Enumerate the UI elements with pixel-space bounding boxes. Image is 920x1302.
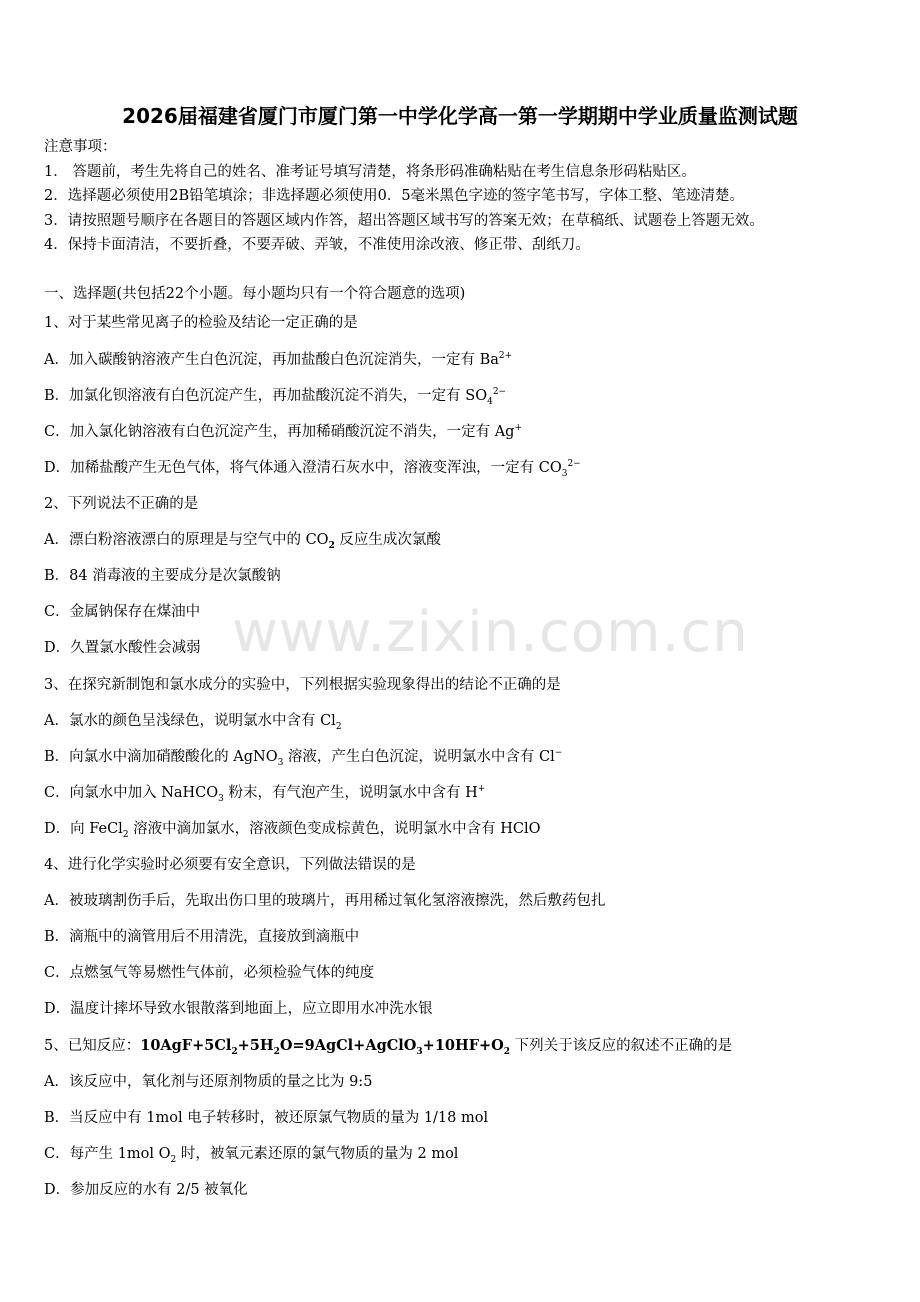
notice-item-1: 1． 答题前，考生先将自己的姓名、准考证号填写清楚，将条形码准确粘贴在考生信息条形码粘贴区。 [44,164,696,180]
question-5-option-a: A．该反应中，氧化剂与还原剂物质的量之比为 9:5 [44,1074,373,1090]
option-text: 粉末，有气泡产生，说明氯水中含有 H [223,785,478,801]
question-4-option-a: A．被玻璃割伤手后，先取出伤口里的玻璃片，再用稀过氧化氢溶液擦洗，然后敷药包扎 [44,893,606,909]
notice-item-2: 2．选择题必须使用2B铅笔填涂；非选择题必须使用0．5毫米黑色字迹的签字笔书写，字体工整、笔迹清楚。 [44,188,745,204]
subscript: 2 [328,540,335,551]
question-3-option-d [44,820,541,838]
question-1-option-d [44,459,581,477]
question-3-option-b [44,748,562,766]
option-text: 反应生成次氯酸 [334,532,441,548]
subscript: 2 [273,1046,280,1057]
subscript: 2 [503,1046,511,1057]
question-5-option-b: B．当反应中有 1mol 电子转移时，被还原氯气物质的量为 1/18 mol [44,1110,489,1126]
question-2-option-c: C．金属钠保存在煤油中 [44,604,201,620]
option-text: A．氯水的颜色呈浅绿色，说明氯水中含有 Cl [44,713,336,729]
question-1-option-c [44,423,522,441]
subscript: 2 [335,721,342,732]
superscript: + [514,423,523,434]
option-text: 溶液中滴加氯水，溶液颜色变成棕黄色，说明氯水中含有 HClO [128,821,541,837]
question-3-option-a [44,712,342,730]
subscript: 3 [277,757,284,768]
question-2-option-d: D．久置氯水酸性会减弱 [44,640,201,656]
notice-item-4: 4．保持卡面清洁，不要折叠，不要弄破、弄皱，不准使用涂改液、修正带、刮纸刀。 [44,237,590,253]
subscript: 3 [561,468,568,479]
notice-item-3: 3．请按照题号顺序在各题目的答题区域内作答，超出答题区域书写的答案无效；在草稿纸、试题卷上答题无效。 [44,213,764,229]
option-text: D．加稀盐酸产生无色气体，将气体通入澄清石灰水中，溶液变浑浊，一定有 CO [44,460,562,476]
option-text: C．加入氯化钠溶液有白色沉淀产生，再加稀硝酸沉淀不消失，一定有 Ag [44,424,515,440]
option-text: 时，被氧元素还原的氯气物质的量为 2 mol [176,1146,459,1162]
question-3-option-c [44,784,485,802]
question-4-option-d: D．温度计摔坏导致水银散落到地面上，应立即用水冲洗水银 [44,1001,433,1017]
question-4-option-c: C．点燃氢气等易燃性气体前，必须检验气体的纯度 [44,965,375,981]
watermark: www.zixin.com.cn [232,600,749,665]
notice-heading: 注意事项： [44,139,117,155]
option-text: C．向氯水中加入 NaHCO [44,785,219,801]
superscript: 2+ [498,351,513,362]
section-heading: 一、选择题(共包括22个小题。每小题均只有一个符合题意的选项) [44,286,466,302]
question-1-option-a [44,351,512,369]
question-2-option-b: B．84 消毒液的主要成分是次氯酸钠 [44,568,281,584]
question-3-stem: 3、在探究新制饱和氯水成分的实验中，下列根据实验现象得出的结论不正确的是 [44,677,561,693]
option-text: A．漂白粉溶液漂白的原理是与空气中的 CO [44,532,329,548]
question-4-stem: 4、进行化学实验时必须要有安全意识，下列做法错误的是 [44,857,416,873]
stem-text: 下列关于该反应的叙述不正确的是 [510,1038,733,1054]
question-5-option-c [44,1145,458,1163]
option-text: C．每产生 1mol O [44,1146,171,1162]
subscript: 2 [170,1154,177,1165]
subscript: 2 [231,1046,238,1057]
equation-part: O=9AgCl+AgClO [279,1037,417,1054]
superscript: + [477,784,486,795]
question-4-option-b: B．滴瓶中的滴管用后不用清洗，直接放到滴瓶中 [44,929,360,945]
question-2-option-a [44,531,441,549]
stem-text: 5、已知反应： [44,1038,141,1054]
subscript: 4 [487,396,493,407]
superscript: 2− [492,387,507,398]
page-title: 2026届福建省厦门市厦门第一中学化学高一第一学期期中学业质量监测试题 [122,104,798,128]
option-text: D．向 FeCl [44,821,123,837]
question-2-stem: 2、下列说法不正确的是 [44,496,199,512]
subscript: 3 [416,1046,423,1057]
superscript: − [554,748,563,759]
question-1-stem: 1、对于某些常见离子的检验及结论一定正确的是 [44,315,358,331]
question-5-stem [44,1037,732,1055]
equation-part: +10HF+O [422,1037,504,1054]
subscript: 3 [218,793,224,804]
question-1-option-b [44,387,506,405]
subscript: 2 [122,829,129,840]
option-text: B．加氯化钡溶液有白色沉淀产生，再加盐酸沉淀不消失，一定有 SO [44,388,488,404]
question-5-option-d: D．参加反应的水有 2/5 被氧化 [44,1182,248,1198]
option-text: A．加入碳酸钠溶液产生白色沉淀，再加盐酸白色沉淀消失，一定有 Ba [44,352,499,368]
option-text: 溶液，产生白色沉淀，说明氯水中含有 Cl [283,749,555,765]
option-text: B．向氯水中滴加硝酸酸化的 AgNO [44,749,278,765]
equation-part: 10AgF+5Cl [140,1037,232,1054]
superscript: 2− [567,459,581,470]
equation-part: +5H [237,1037,274,1054]
equation [140,1037,511,1057]
